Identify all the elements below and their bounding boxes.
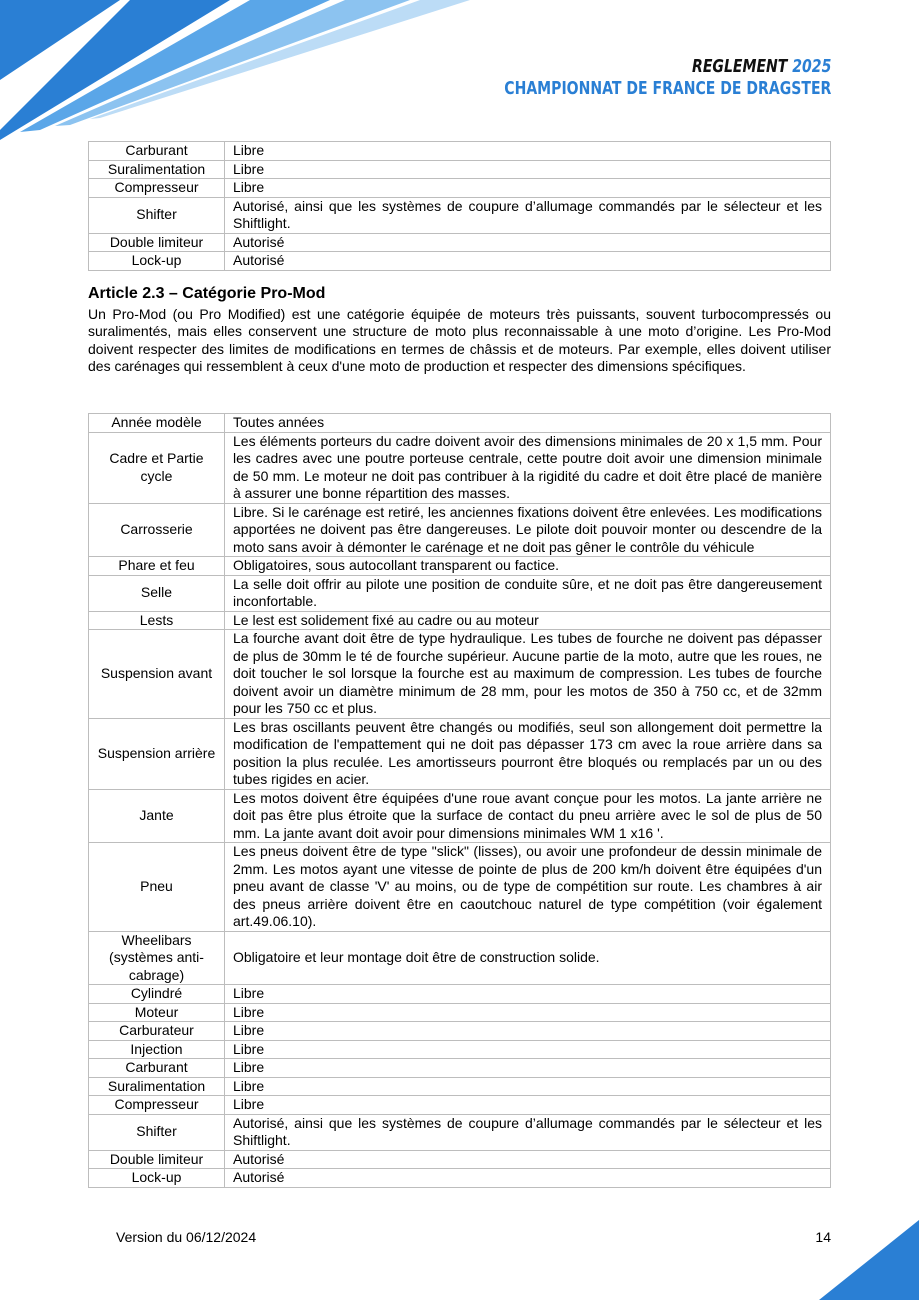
table-row: [89, 789, 831, 843]
row-label: Année modèle: [89, 414, 225, 433]
table-row: [89, 575, 831, 611]
row-label: Lock-up: [89, 252, 225, 271]
row-label: Cylindré: [89, 985, 225, 1004]
row-label: Shifter: [89, 1114, 225, 1150]
table-row: [89, 233, 831, 252]
table-row: [89, 931, 831, 985]
row-value: Libre: [225, 179, 831, 198]
table-row: [89, 1040, 831, 1059]
row-label: Suralimentation: [89, 160, 225, 179]
header-regulation-label: REGLEMENT: [691, 56, 788, 77]
row-value: Libre: [225, 1077, 831, 1096]
row-label: Moteur: [89, 1003, 225, 1022]
header-regulation-line: [504, 56, 831, 78]
table-row: [89, 843, 831, 932]
row-value: Obligatoires, sous autocollant transparent ou factice.: [225, 557, 831, 576]
row-label: Selle: [89, 575, 225, 611]
table-row: [89, 1022, 831, 1041]
table-row: [89, 503, 831, 557]
row-label: Suralimentation: [89, 1077, 225, 1096]
table-row: [89, 1169, 831, 1188]
row-label: Cadre et Partie cycle: [89, 432, 225, 503]
rules-table-pro-mod: [88, 413, 831, 1188]
row-label: Carburateur: [89, 1022, 225, 1041]
row-value: Les pneus doivent être de type "slick" (lisses), ou avoir une profondeur de dessin minimale de 2mm. Les motos ayant une vitesse de pointe de plus de 200 km/h doivent être équipées d'un pneu avant de classe 'V' au moins, ou de type de compétition sur route. Les chambres à air des pneus arrière doivent être en caoutchouc naturel de type compétition (voir également art.49.06.10).: [225, 843, 831, 932]
article-title: Article 2.3 – Catégorie Pro-Mod: [88, 285, 326, 302]
row-label: Pneu: [89, 843, 225, 932]
row-value: Le lest est solidement fixé au cadre ou au moteur: [225, 611, 831, 630]
table-row: [89, 179, 831, 198]
row-label: Suspension arrière: [89, 718, 225, 789]
table-row: [89, 197, 831, 233]
table-row: [89, 1003, 831, 1022]
table-row: [89, 142, 831, 161]
row-value: Toutes années: [225, 414, 831, 433]
table-row: [89, 160, 831, 179]
row-value: Les éléments porteurs du cadre doivent avoir des dimensions minimales de 20 x 1,5 mm. Pour les cadres avec une poutre porteuse centrale, cette poutre doit avoir une dimension minimale de 50 mm. Le moteur ne doit pas contribuer à la rigidité du cadre et doit être placé de manière à assurer une bonne répartition des masses.: [225, 432, 831, 503]
row-value: Les bras oscillants peuvent être changés ou modifiés, seul son allongement doit permettre la modification de l'empattement qui ne doit pas dépasser 173 cm avec la roue arrière dans sa position la plus reculée. Les amortisseurs pourront être bloqués ou remplacés par un ou des tubes rigides en acier.: [225, 718, 831, 789]
row-value: Libre: [225, 1003, 831, 1022]
row-value: Libre: [225, 142, 831, 161]
footer-version: Version du 06/12/2024: [116, 1229, 257, 1245]
row-value: Autorisé, ainsi que les systèmes de coupure d’allumage commandés par le sélecteur et les Shiftlight.: [225, 197, 831, 233]
row-label: Compresseur: [89, 179, 225, 198]
row-label: Double limiteur: [89, 233, 225, 252]
table-row: [89, 1059, 831, 1078]
row-value: Libre: [225, 1096, 831, 1115]
row-label: Lock-up: [89, 1169, 225, 1188]
row-value: Libre. Si le carénage est retiré, les anciennes fixations doivent être enlevées. Les modifications apportées ne doivent pas être dangereuses. Le pilote doit pouvoir monter ou descendre de la moto sans avoir à démonter le carénage et ne doit pas gêner le contrôle du véhicule: [225, 503, 831, 557]
row-value: Libre: [225, 1040, 831, 1059]
row-value: Autorisé, ainsi que les systèmes de coupure d’allumage commandés par le sélecteur et les Shiftlight.: [225, 1114, 831, 1150]
header-championship-title: CHAMPIONNAT DE FRANCE DE DRAGSTER: [503, 78, 831, 99]
table-row: [89, 1077, 831, 1096]
article-intro: Un Pro-Mod (ou Pro Modified) est une catégorie équipée de moteurs très puissants, souvent turbocompressés ou suralimentés, mais elles conservent une structure de moto plus reconnaissable à une moto d’origine. Les Pro-Mod doivent respecter des limites de modifications en termes de châssis et de moteurs. Par exemple, elles doivent utiliser des carénages qui ressemblent à ceux d'une moto de production et respecter des dimensions spécifiques.: [88, 306, 831, 374]
row-value: Obligatoire et leur montage doit être de construction solide.: [225, 931, 831, 985]
table-row: [89, 557, 831, 576]
row-value: Autorisé: [225, 233, 831, 252]
header-year: 2025: [791, 56, 831, 77]
row-value: Libre: [225, 160, 831, 179]
row-label: Wheelibars (systèmes anti-cabrage): [89, 931, 225, 985]
table-row: [89, 611, 831, 630]
table-row: [89, 432, 831, 503]
row-label: Phare et feu: [89, 557, 225, 576]
row-label: Carburant: [89, 142, 225, 161]
table-row: [89, 252, 831, 271]
table-row: [89, 718, 831, 789]
row-value: La selle doit offrir au pilote une position de conduite sûre, et ne doit pas être dangereusement inconfortable.: [225, 575, 831, 611]
row-value: La fourche avant doit être de type hydraulique. Les tubes de fourche ne doivent pas dépasser de plus de 30mm le té de fourche supérieur. Aucune partie de la moto, autre que les roues, ne doit toucher le sol lorsque la fourche est au maximum de compression. Les tubes de fourche doivent avoir un diamètre minimum de 28 mm, pour les motos de 350 à 750 cc, et de 32mm pour les 750 cc et plus.: [225, 630, 831, 719]
row-label: Carburant: [89, 1059, 225, 1078]
row-value: Libre: [225, 1059, 831, 1078]
table-row: [89, 985, 831, 1004]
table-row: [89, 1096, 831, 1115]
row-label: Compresseur: [89, 1096, 225, 1115]
row-value: Autorisé: [225, 1169, 831, 1188]
row-value: Autorisé: [225, 1150, 831, 1169]
row-value: Autorisé: [225, 252, 831, 271]
row-label: Carrosserie: [89, 503, 225, 557]
rules-table-previous-category: [88, 141, 831, 271]
table-row: [89, 630, 831, 719]
row-label: Jante: [89, 789, 225, 843]
row-label: Lests: [89, 611, 225, 630]
table-row: [89, 1114, 831, 1150]
row-value: Libre: [225, 1022, 831, 1041]
row-label: Suspension avant: [89, 630, 225, 719]
row-value: Les motos doivent être équipées d'une roue avant conçue pour les motos. La jante arrière ne doit pas être plus étroite que la surface de contact du pneu arrière avec le sol de plus de 50 mm. La jante avant doit avoir pour dimensions minimales WM 1 x16 '.: [225, 789, 831, 843]
row-label: Double limiteur: [89, 1150, 225, 1169]
corner-triangle-bottom-right: [819, 1220, 919, 1300]
row-value: Libre: [225, 985, 831, 1004]
table-row: [89, 414, 831, 433]
row-label: Injection: [89, 1040, 225, 1059]
row-label: Shifter: [89, 197, 225, 233]
table-row: [89, 1150, 831, 1169]
page-number: 14: [815, 1229, 831, 1245]
corner-stripes-top-left: [0, 0, 480, 145]
document-header: [504, 56, 831, 100]
